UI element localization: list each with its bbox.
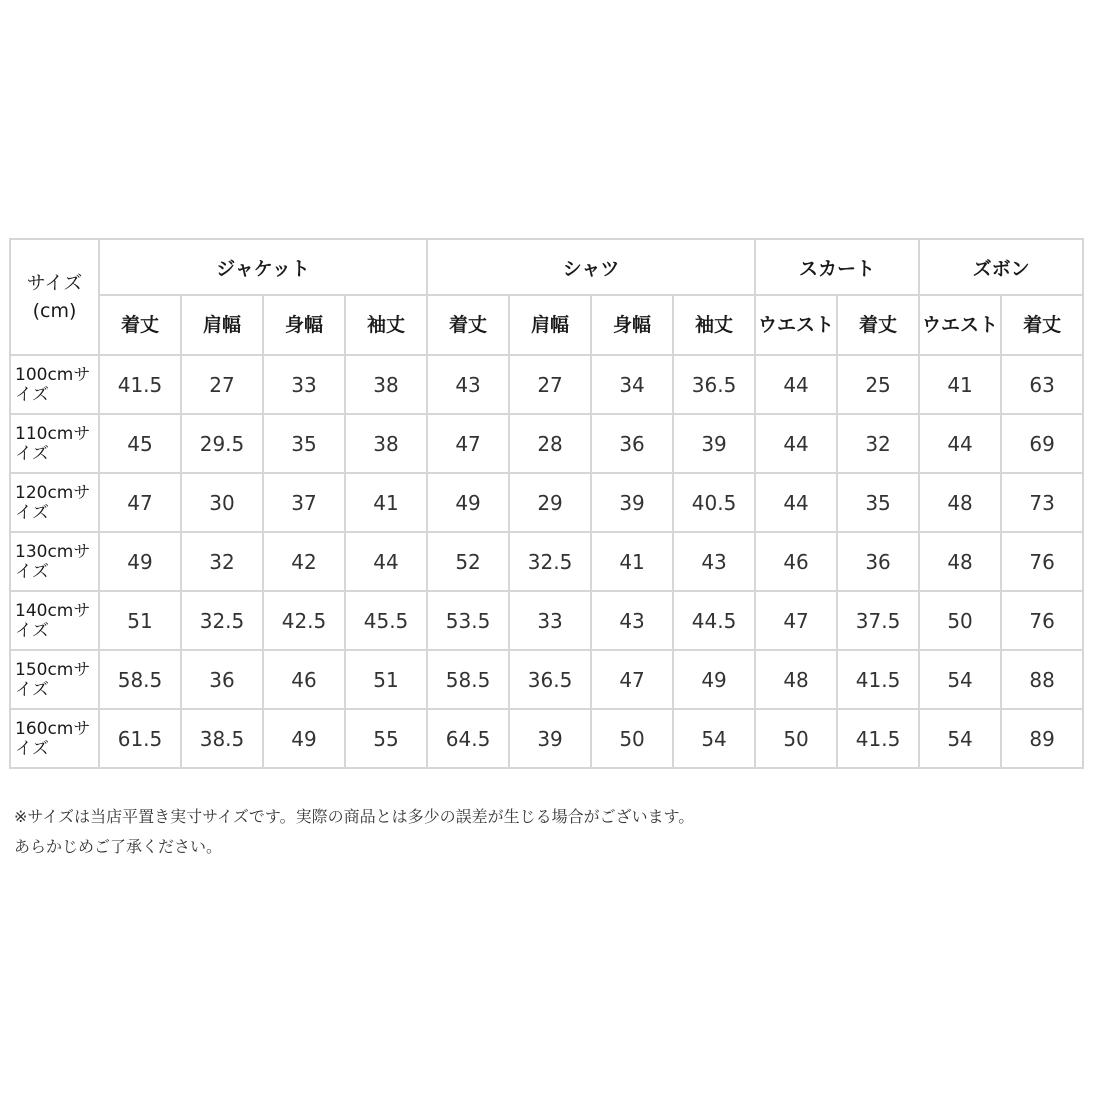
measurement-cell: 32: [837, 414, 919, 473]
measurement-cell: 27: [181, 355, 263, 414]
measurement-cell: 38: [345, 414, 427, 473]
measurement-cell: 44: [345, 532, 427, 591]
measurement-cell: 36: [181, 650, 263, 709]
measurement-cell: 41.5: [837, 709, 919, 768]
measurement-header: 着丈: [837, 295, 919, 355]
category-header: ズボン: [919, 239, 1083, 295]
size-notes: [14, 802, 694, 862]
measurement-cell: 44: [755, 473, 837, 532]
measurement-cell: 47: [427, 414, 509, 473]
measurement-cell: 38: [345, 355, 427, 414]
measurement-header: 着丈: [99, 295, 181, 355]
measurement-header-row: [10, 295, 1083, 355]
measurement-cell: 46: [263, 650, 345, 709]
measurement-cell: 37.5: [837, 591, 919, 650]
measurement-cell: 61.5: [99, 709, 181, 768]
measurement-cell: 54: [919, 650, 1001, 709]
measurement-cell: 29: [509, 473, 591, 532]
measurement-cell: 73: [1001, 473, 1083, 532]
measurement-cell: 35: [837, 473, 919, 532]
table-row: [10, 355, 1083, 414]
measurement-cell: 63: [1001, 355, 1083, 414]
size-chart-table: [9, 238, 1084, 769]
measurement-cell: 58.5: [427, 650, 509, 709]
measurement-cell: 49: [99, 532, 181, 591]
measurement-cell: 54: [919, 709, 1001, 768]
measurement-cell: 37: [263, 473, 345, 532]
measurement-cell: 48: [919, 473, 1001, 532]
size-label: 120cmサイズ: [10, 473, 99, 532]
measurement-cell: 39: [673, 414, 755, 473]
measurement-cell: 47: [591, 650, 673, 709]
measurement-cell: 41: [919, 355, 1001, 414]
measurement-cell: 43: [427, 355, 509, 414]
measurement-cell: 52: [427, 532, 509, 591]
measurement-cell: 54: [673, 709, 755, 768]
measurement-cell: 50: [591, 709, 673, 768]
measurement-cell: 58.5: [99, 650, 181, 709]
measurement-cell: 32.5: [509, 532, 591, 591]
size-header-label: サイズ: [26, 272, 83, 294]
measurement-cell: 27: [509, 355, 591, 414]
measurement-cell: 49: [673, 650, 755, 709]
size-label: 100cmサイズ: [10, 355, 99, 414]
table-row: [10, 650, 1083, 709]
measurement-header: ウエスト: [919, 295, 1001, 355]
measurement-header: 袖丈: [345, 295, 427, 355]
measurement-cell: 88: [1001, 650, 1083, 709]
category-header-row: [10, 239, 1083, 295]
measurement-header: 身幅: [591, 295, 673, 355]
measurement-cell: 69: [1001, 414, 1083, 473]
measurement-cell: 44: [919, 414, 1001, 473]
measurement-cell: 51: [99, 591, 181, 650]
measurement-header: 肩幅: [509, 295, 591, 355]
note-apology: あらかじめご了承ください。: [14, 837, 223, 856]
measurement-header: 身幅: [263, 295, 345, 355]
table-row: [10, 709, 1083, 768]
measurement-cell: 64.5: [427, 709, 509, 768]
measurement-cell: 50: [919, 591, 1001, 650]
measurement-cell: 28: [509, 414, 591, 473]
measurement-cell: 89: [1001, 709, 1083, 768]
measurement-cell: 49: [427, 473, 509, 532]
measurement-cell: 41: [345, 473, 427, 532]
measurement-cell: 33: [263, 355, 345, 414]
measurement-cell: 36: [837, 532, 919, 591]
measurement-header: 着丈: [427, 295, 509, 355]
size-label: 160cmサイズ: [10, 709, 99, 768]
measurement-cell: 39: [591, 473, 673, 532]
unit-label: (cm): [32, 300, 77, 322]
measurement-cell: 35: [263, 414, 345, 473]
measurement-cell: 32.5: [181, 591, 263, 650]
size-label: 150cmサイズ: [10, 650, 99, 709]
measurement-cell: 44.5: [673, 591, 755, 650]
size-label: 110cmサイズ: [10, 414, 99, 473]
measurement-cell: 46: [755, 532, 837, 591]
measurement-header: 肩幅: [181, 295, 263, 355]
measurement-cell: 47: [755, 591, 837, 650]
measurement-cell: 48: [755, 650, 837, 709]
table-row: [10, 591, 1083, 650]
measurement-cell: 47: [99, 473, 181, 532]
measurement-cell: 44: [755, 414, 837, 473]
measurement-cell: 32: [181, 532, 263, 591]
size-unit-header: [10, 239, 99, 355]
size-rows: [10, 355, 1083, 768]
measurement-cell: 43: [673, 532, 755, 591]
measurement-cell: 30: [181, 473, 263, 532]
measurement-cell: 55: [345, 709, 427, 768]
measurement-cell: 44: [755, 355, 837, 414]
measurement-cell: 42: [263, 532, 345, 591]
measurement-cell: 36.5: [673, 355, 755, 414]
measurement-cell: 50: [755, 709, 837, 768]
measurement-cell: 29.5: [181, 414, 263, 473]
measurement-header: ウエスト: [755, 295, 837, 355]
measurement-cell: 48: [919, 532, 1001, 591]
measurement-cell: 42.5: [263, 591, 345, 650]
measurement-cell: 34: [591, 355, 673, 414]
category-header: ジャケット: [99, 239, 427, 295]
size-label: 130cmサイズ: [10, 532, 99, 591]
measurement-cell: 41.5: [837, 650, 919, 709]
measurement-cell: 51: [345, 650, 427, 709]
table-row: [10, 473, 1083, 532]
table-row: [10, 414, 1083, 473]
category-header: シャツ: [427, 239, 755, 295]
measurement-cell: 25: [837, 355, 919, 414]
measurement-cell: 49: [263, 709, 345, 768]
measurement-cell: 53.5: [427, 591, 509, 650]
category-header: スカート: [755, 239, 919, 295]
measurement-header: 袖丈: [673, 295, 755, 355]
measurement-cell: 39: [509, 709, 591, 768]
note-disclaimer: ※サイズは当店平置き実寸サイズです。実際の商品とは多少の誤差が生じる場合がございます。: [14, 807, 695, 826]
measurement-cell: 36: [591, 414, 673, 473]
table-row: [10, 532, 1083, 591]
measurement-header: 着丈: [1001, 295, 1083, 355]
measurement-cell: 45: [99, 414, 181, 473]
measurement-cell: 45.5: [345, 591, 427, 650]
measurement-cell: 41: [591, 532, 673, 591]
measurement-cell: 33: [509, 591, 591, 650]
measurement-cell: 43: [591, 591, 673, 650]
measurement-cell: 76: [1001, 532, 1083, 591]
measurement-cell: 40.5: [673, 473, 755, 532]
measurement-cell: 41.5: [99, 355, 181, 414]
measurement-cell: 36.5: [509, 650, 591, 709]
size-label: 140cmサイズ: [10, 591, 99, 650]
measurement-cell: 38.5: [181, 709, 263, 768]
measurement-cell: 76: [1001, 591, 1083, 650]
